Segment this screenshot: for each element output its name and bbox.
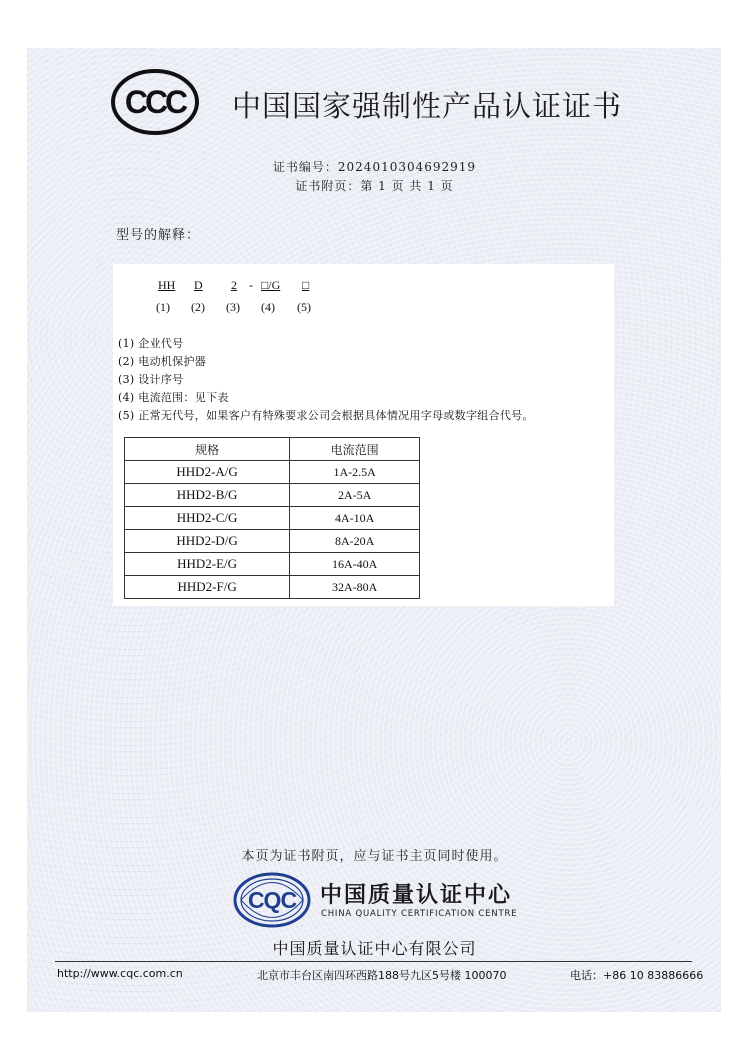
code-index-1: (1) [156,300,170,314]
attachment-footnote: 本页为证书附页，应与证书主页同时使用。 [241,849,508,864]
phone-text: 电话：+86 10 83886666 [570,969,704,982]
model-explanation-panel [113,264,614,606]
code-index-3: (3) [226,300,240,314]
center-name-en: CHINA QUALITY CERTIFICATION CENTRE [321,909,518,919]
table-row [125,484,420,507]
table-header-row [125,438,420,461]
code-index-5: (5) [297,300,311,314]
model-cell: HHD2-D/G [125,530,290,553]
current-range-cell: 1A-2.5A [290,461,420,484]
footer-divider [55,961,692,962]
model-cell: HHD2-F/G [125,576,290,599]
explanation-note: (3) 设计序号 [118,373,184,386]
explanation-note: (1) 企业代号 [118,337,184,350]
code-index-4: (4) [261,300,275,314]
table-row [125,576,420,599]
code-part-current: □/G [261,278,281,292]
code-part-design: 2 [231,278,237,292]
column-header-model: 规格 [125,438,290,461]
explanation-note: (4) 电流范围：见下表 [118,391,229,404]
address-text: 北京市丰台区南四环西路188号九区5号楼 100070 [257,969,507,982]
table-row [125,507,420,530]
cqc-logo [232,871,312,929]
code-part-dash: - [249,278,253,292]
current-range-cell: 2A-5A [290,484,420,507]
company-name: 中国质量认证中心有限公司 [272,939,477,958]
current-range-cell: 4A-10A [290,507,420,530]
certificate-number: 证书编号：2024010304692919 [272,160,477,174]
center-name-cn: 中国质量认证中心 [320,883,513,908]
model-cell: HHD2-A/G [125,461,290,484]
table-row [125,530,420,553]
code-part-company: HH [158,278,176,292]
spec-table [124,437,420,599]
page-title: 中国国家强制性产品认证证书 [232,89,623,123]
column-header-current-range: 电流范围 [290,438,420,461]
ccc-logo [110,68,200,136]
model-cell: HHD2-B/G [125,484,290,507]
code-index-2: (2) [191,300,205,314]
cqc-logo-text: CQC [247,887,297,913]
table-row [125,461,420,484]
model-explanation-heading: 型号的解释： [116,228,201,243]
model-cell: HHD2-C/G [125,507,290,530]
model-cell: HHD2-E/G [125,553,290,576]
current-range-cell: 16A-40A [290,553,420,576]
attachment-page: 证书附页：第 1 页 共 1 页 [295,179,454,193]
current-range-cell: 8A-20A [290,530,420,553]
explanation-note: (5) 正常无代号，如果客户有特殊要求公司会根据具体情况用字母或数字组合代号。 [118,409,534,422]
website-link[interactable]: http://www.cqc.com.cn [57,967,183,980]
current-range-cell: 32A-80A [290,576,420,599]
explanation-note: (2) 电动机保护器 [118,355,207,368]
code-part-special: □ [302,278,310,292]
table-row [125,553,420,576]
ccc-logo-text: CCC [124,84,186,120]
code-part-product: D [194,278,203,292]
